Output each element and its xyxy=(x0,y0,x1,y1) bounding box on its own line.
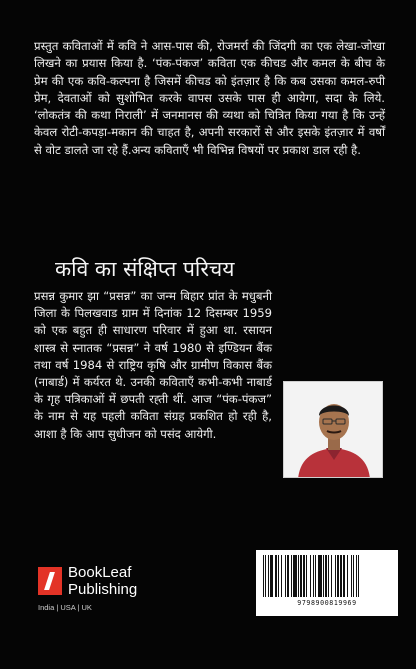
barcode-bar xyxy=(358,555,359,597)
publisher-name-line2: Publishing xyxy=(68,581,138,598)
publisher-logo xyxy=(38,564,218,624)
author-bio-paragraph: प्रसन्न कुमार झा “प्रसन्न” का जन्म बिहार प्रांत के मधुबनी जिला के पिलखवाड ग्राम में दिनांक 12 दिसम्बर 1959 को एक बहुत ही साधारण परिवार में हुआ था. रसायन शास्त्र से स्नातक “प्रसन्न” ने वर्ष 1980 से इण्डियन बैंक तथा वर्ष 1984 से राष्ट्रिय कृषि और ग्रामीण विकास बैंक (नाबार्ड) में कर्यरत थे. उनकी कविताएँ कभी-कभी नाबार्ड के गृह पत्रिकाओं में छपती रह्ती थीं. आज “पंक-पंकज” के नाम से यह पहली कविता संग्रह प्रकशित हो रही है, आशा है कि आप सुधीजन को पसंद आयेगी. xyxy=(34,289,272,441)
publisher-name-line1: BookLeaf xyxy=(68,564,132,581)
publisher-regions: India | USA | UK xyxy=(38,603,92,612)
author-photo xyxy=(283,381,383,478)
author-bio-heading: कवि का संक्षिप्त परिचय xyxy=(55,257,235,281)
isbn-barcode xyxy=(256,550,398,616)
author-portrait-image xyxy=(284,382,383,478)
isbn-number: 9798900819969 xyxy=(297,599,357,607)
intro-paragraph: प्रस्तुत कविताओं में कवि ने आस-पास की, रोजमर्रा की जिंदगी का एक लेखा-जोखा लिखने का प्रयास किया है. ‘पंक-पंकज’ कविता एक कीचड और कमल के बीच के प्रेम की एक कवि-कल्पना है जिसमें कीचड को इंतज़ार है कि कब उसका कमल-रुपी प्रेम, देवताओं को सुशोभित करके वापस उसके पास ही आयेगा, सदा के लिये. ‘लोकतंत्र की कथा निराली’ में जनमानस की व्यथा को चित्रित किया गया है कि उन्हें केवल रोटी-कपड़ा-मकान की चाहत है, अपनी सरकारों से और इसके इंतज़ार में वर्षों से वोट डालते जा रहे हैं.अन्य कविताएँ भी विभिन्न विषयों पर प्रकाश डाल रही है. xyxy=(34,39,385,157)
bookleaf-logo-icon xyxy=(38,567,62,595)
barcode-bars xyxy=(263,555,391,597)
